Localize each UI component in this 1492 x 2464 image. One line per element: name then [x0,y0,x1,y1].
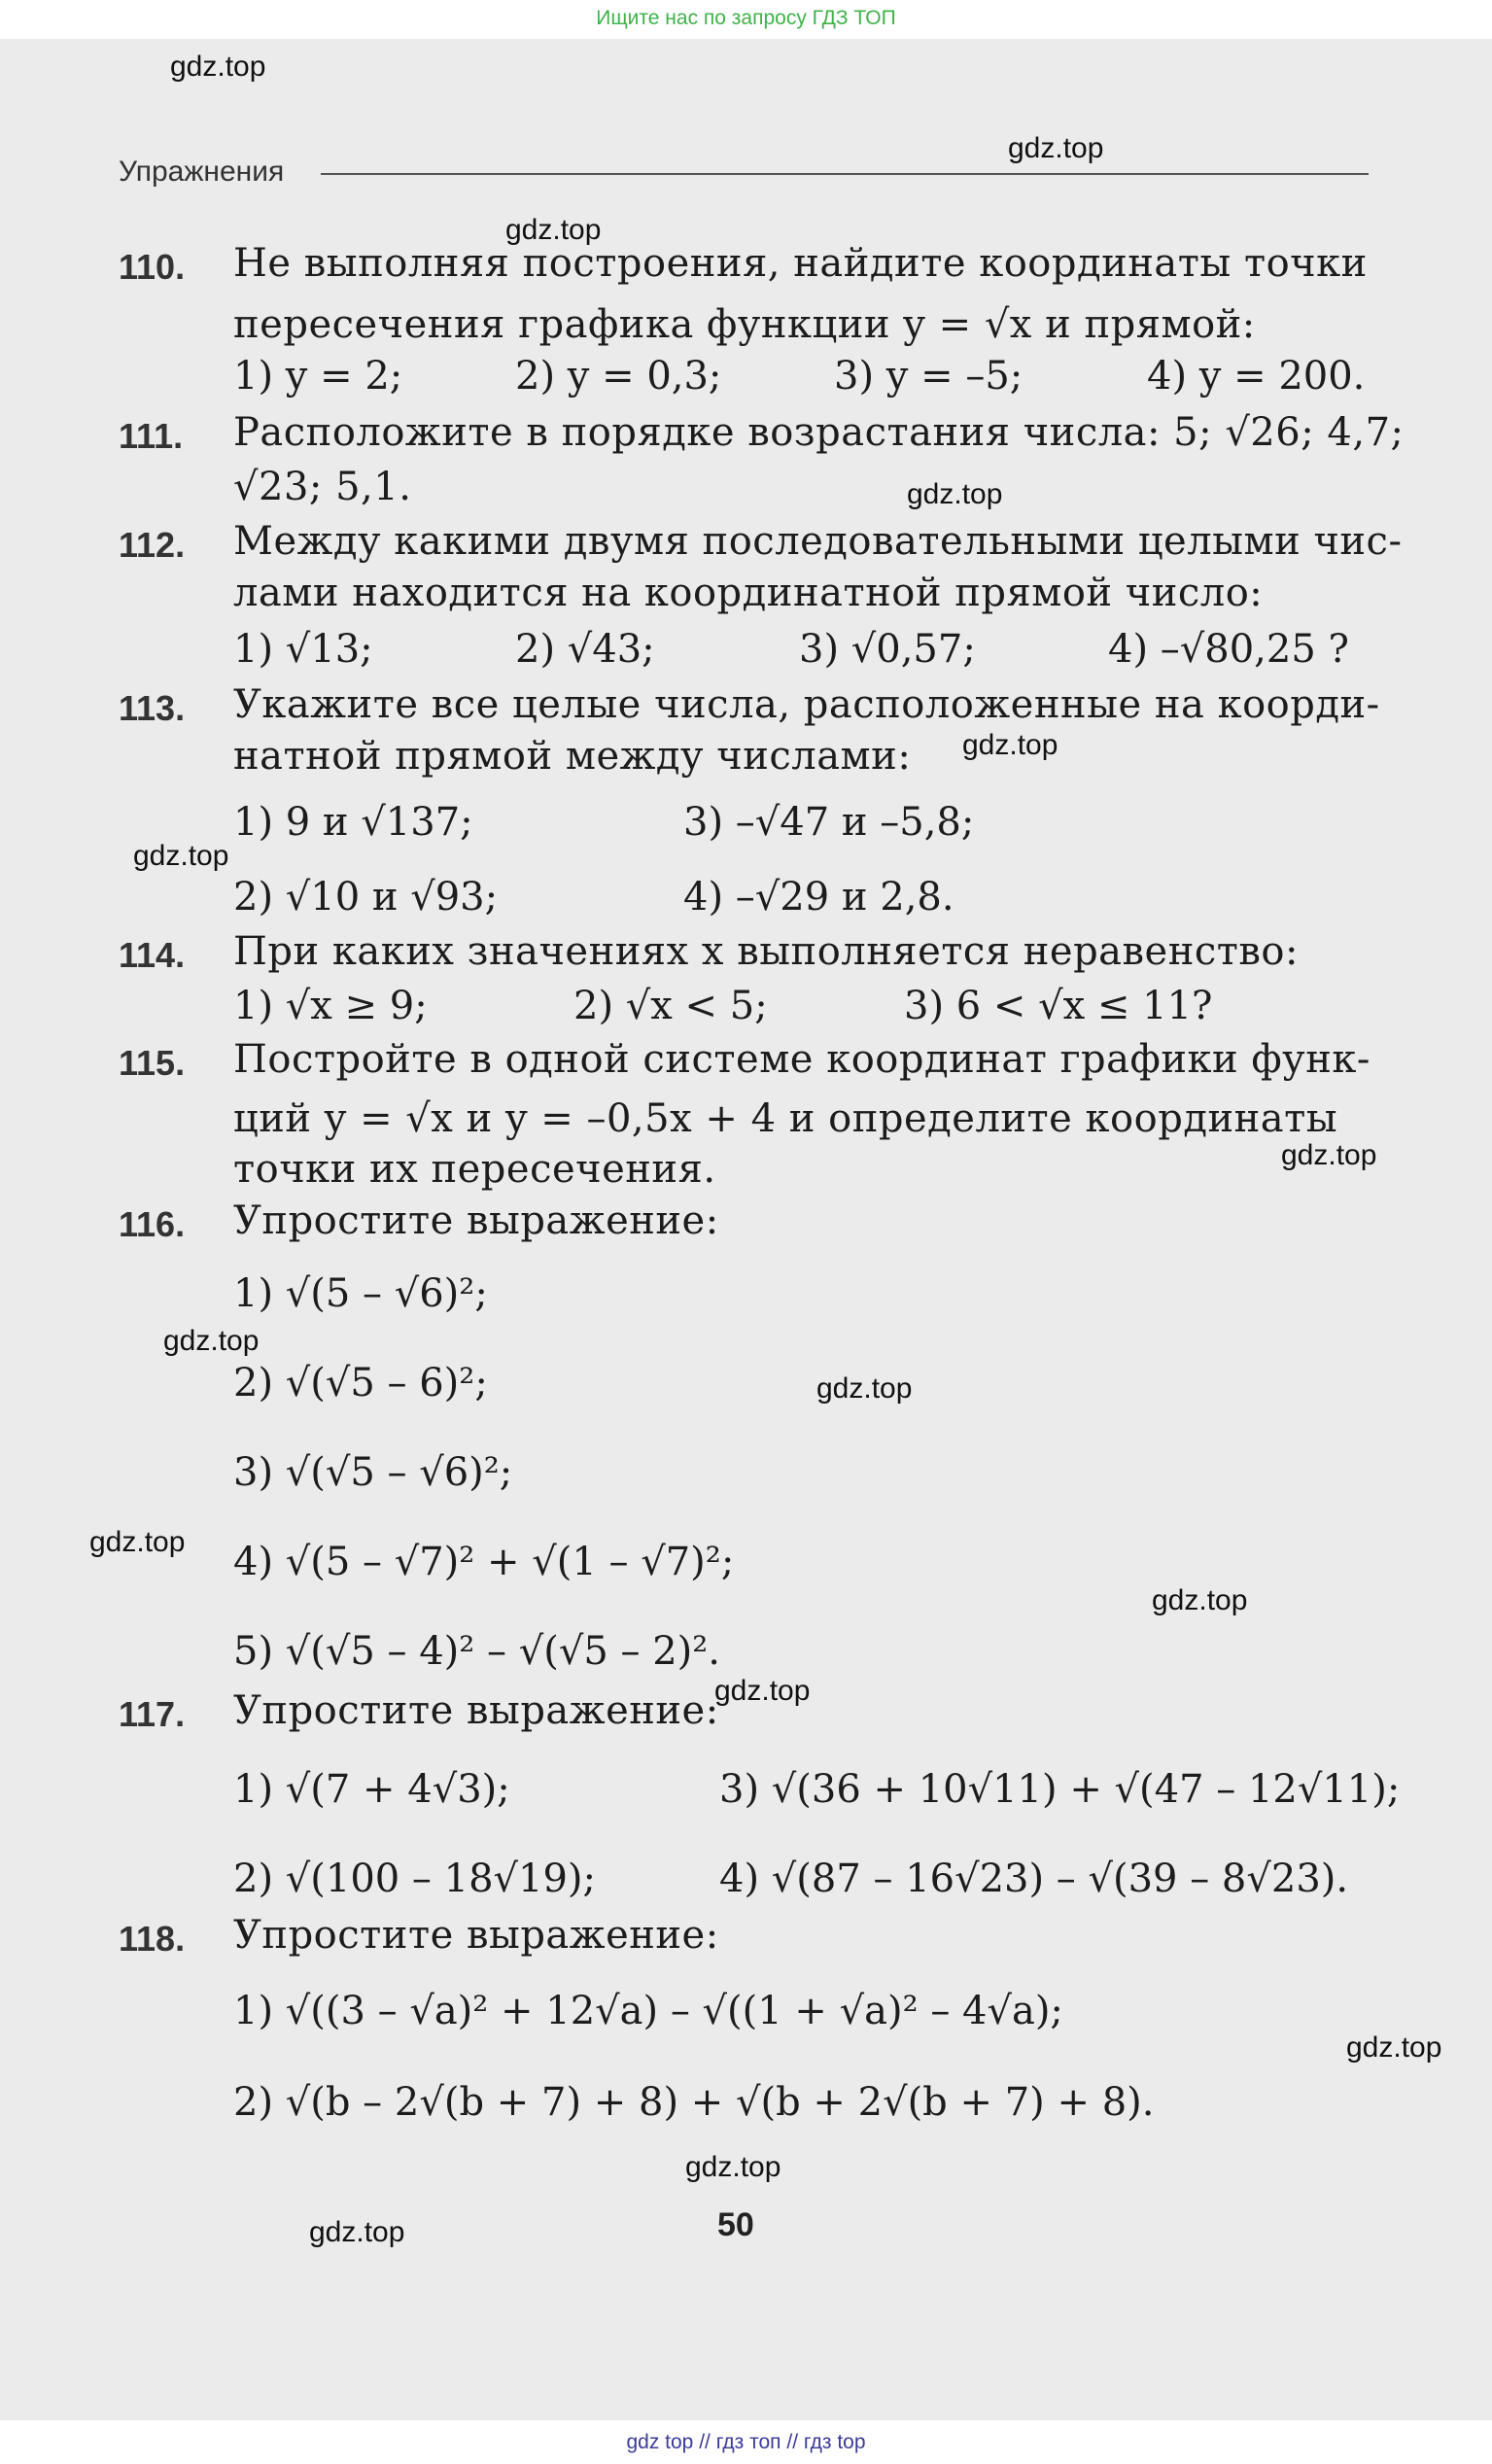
exercise-text: При каких значениях x выполняется неравенство: [233,929,1299,974]
top-banner[interactable]: Ищите нас по запросу ГДЗ ТОП [0,0,1492,39]
watermark: gdz.top [816,1372,913,1405]
exercise-number: 118. [119,1919,186,1959]
watermark: gdz.top [685,2151,781,2183]
answer-option: 4) y = 200. [1147,354,1366,399]
exercise-text: Не выполняя построения, найдите координаты точки [233,241,1368,286]
watermark: gdz.top [907,478,1003,510]
answer-option: 3) 6 < √x ≤ 11? [904,984,1213,1028]
page-number: 50 [717,2206,754,2243]
exercise-text: Упростите выражение: [233,1913,719,1958]
answer-option: 1) √(5 – √6)²; [233,1271,488,1316]
exercise-number: 116. [119,1204,186,1244]
exercise-text: Упростите выражение: [233,1198,719,1243]
answer-option: 2) √(100 – 18√19); [233,1857,597,1901]
exercise-number: 117. [119,1694,186,1734]
answer-option: 4) √(87 – 16√23) – √(39 – 8√23). [719,1857,1349,1901]
exercise-number: 110. [119,247,186,287]
answer-option: 1) √x ≥ 9; [233,984,428,1028]
watermark: gdz.top [1152,1584,1248,1616]
answer-option: 4) √(5 – √7)² + √(1 – √7)²; [233,1540,735,1584]
exercise-text: точки их пересечения. [233,1147,716,1192]
watermark: gdz.top [962,729,1058,761]
answer-option: 2) √x < 5; [573,984,768,1028]
answer-option: 1) √((3 – √a)² + 12√a) – √((1 + √a)² – 4√a); [233,1989,1063,2033]
answer-option: 3) –√47 и –5,8; [683,800,975,845]
exercise-text: √23; 5,1. [233,465,412,509]
watermark: gdz.top [133,840,229,872]
answer-option: 5) √(√5 – 4)² – √(√5 – 2)². [233,1629,721,1674]
watermark: gdz.top [1281,1139,1377,1171]
answer-option: 2) √(√5 – 6)²; [233,1361,488,1406]
watermark: gdz.top [714,1675,811,1707]
section-title: Упражнения [119,156,285,188]
exercise-number: 113. [119,688,186,728]
answer-option: 1) y = 2; [233,354,403,399]
exercise-number: 112. [119,525,186,565]
answer-option: 2) √43; [515,627,655,672]
watermark: gdz.top [1346,2031,1442,2064]
exercise-number: 111. [119,416,184,456]
exercise-text: лами находится на координатной прямой число: [233,571,1264,615]
answer-option: 3) √(√5 – √6)²; [233,1450,513,1495]
exercise-number: 114. [119,935,186,975]
exercise-text: пересечения графика функции y = √x и прямой: [233,302,1256,347]
answer-option: 4) –√80,25 ? [1108,627,1349,672]
exercise-text: Между какими двумя последовательными целыми чис- [233,519,1403,564]
answer-option: 1) √13; [233,627,373,672]
answer-option: 3) y = –5; [834,354,1024,399]
watermark: gdz.top [1008,132,1104,164]
exercise-text: Укажите все целые числа, расположенные на коорди- [233,682,1380,727]
answer-option: 2) √(b – 2√(b + 7) + 8) + √(b + 2√(b + 7) + 8). [233,2080,1155,2125]
watermark: gdz.top [170,51,266,83]
exercise-text: Постройте в одной системе координат графики функ- [233,1037,1371,1082]
exercise-text: ций y = √x и y = –0,5x + 4 и определите координаты [233,1096,1338,1141]
answer-option: 4) –√29 и 2,8. [683,875,954,920]
exercise-text: Расположите в порядке возрастания числа: 5; √26; 4,7; [233,410,1405,455]
section-rule [321,173,1369,175]
answer-option: 1) √(7 + 4√3); [233,1767,510,1812]
answer-option: 2) √10 и √93; [233,875,499,920]
watermark: gdz.top [505,214,602,246]
watermark: gdz.top [163,1325,260,1357]
watermark: gdz.top [89,1526,186,1558]
answer-option: 3) √(36 + 10√11) + √(47 – 12√11); [719,1767,1401,1812]
answer-option: 1) 9 и √137; [233,800,473,845]
answer-option: 3) √0,57; [799,627,976,672]
bottom-banner[interactable]: gdz top // гдз топ // гдз top [0,2420,1492,2464]
exercise-text: Упростите выражение: [233,1688,719,1733]
watermark: gdz.top [309,2216,405,2248]
answer-option: 2) y = 0,3; [515,354,722,399]
exercise-text: натной прямой между числами: [233,734,912,779]
exercise-number: 115. [119,1043,186,1083]
